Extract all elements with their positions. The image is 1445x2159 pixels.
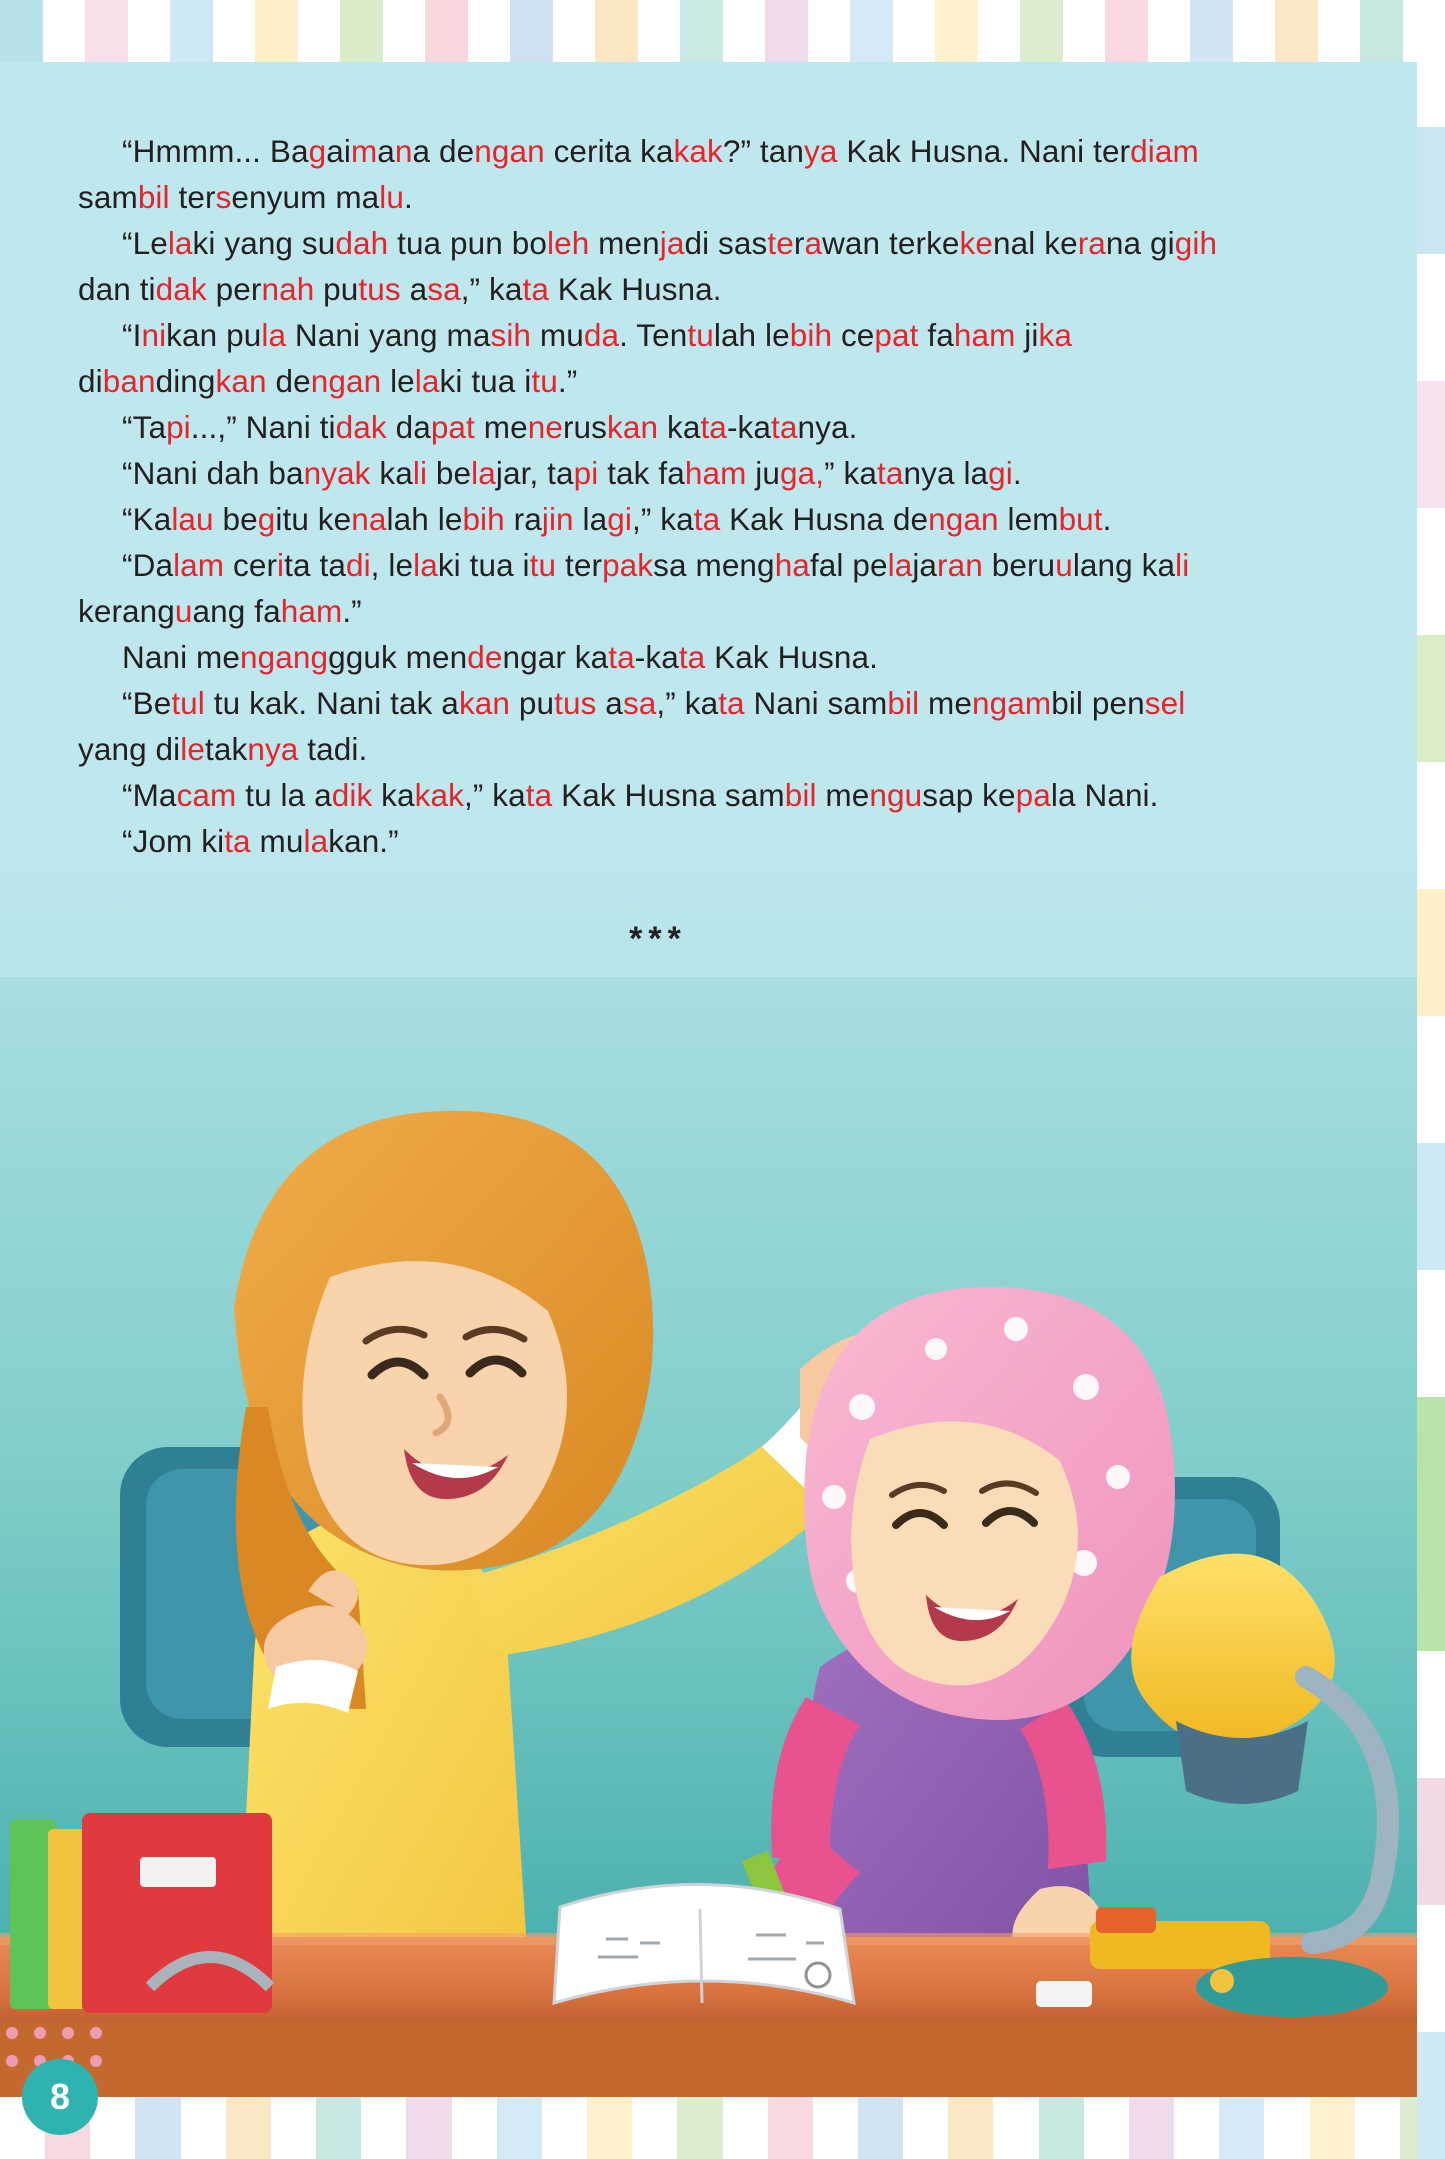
story-text	[78, 128, 1238, 962]
top-stripe-decoration	[0, 0, 1445, 62]
story-paragraph: “Betul tu kak. Nani tak akan putus asa,” kata Nani sambil mengambil pensel yang diletaknya tadi.	[78, 685, 1186, 767]
story-paragraph: “Dalam cerita tadi, lelaki tua itu terpaksa menghafal pelajaran beruulang kali keranguang faham.”	[78, 547, 1190, 629]
story-paragraph: “Kalau begitu kenalah lebih rajin lagi,” kata Kak Husna dengan lembut.	[122, 501, 1112, 537]
story-paragraph: “Hmmm... Bagaimana dengan cerita kakak?” tanya Kak Husna. Nani terdiam sambil tersenyum malu.	[78, 133, 1199, 215]
story-paragraph: “Jom kita mulakan.”	[122, 823, 399, 859]
story-paragraph: “Lelaki yang sudah tua pun boleh menjadi sasterawan terkekenal kerana gigih dan tidak pernah putus asa,” kata Kak Husna.	[78, 225, 1218, 307]
page-number: 8	[22, 2059, 98, 2135]
story-paragraph: “Nani dah banyak kali belajar, tapi tak faham juga,” katanya lagi.	[122, 455, 1022, 491]
story-paragraph: “Tapi...,” Nani tidak dapat meneruskan kata-katanya.	[122, 409, 858, 445]
book-stack	[10, 1813, 272, 2013]
bottom-stripe-decoration	[0, 2097, 1445, 2159]
story-paragraph: Nani menganggguk mendengar kata-kata Kak Husna.	[122, 639, 879, 675]
story-paragraph: “Macam tu la adik kakak,” kata Kak Husna sambil mengusap kepala Nani.	[122, 777, 1159, 813]
section-divider: ***	[629, 920, 687, 958]
right-stripe-decoration	[1417, 0, 1445, 2159]
illustration	[0, 977, 1445, 2097]
story-paragraph: “Inikan pula Nani yang masih muda. Tentulah lebih cepat faham jika dibandingkan dengan lelaki tua itu.”	[78, 317, 1072, 399]
